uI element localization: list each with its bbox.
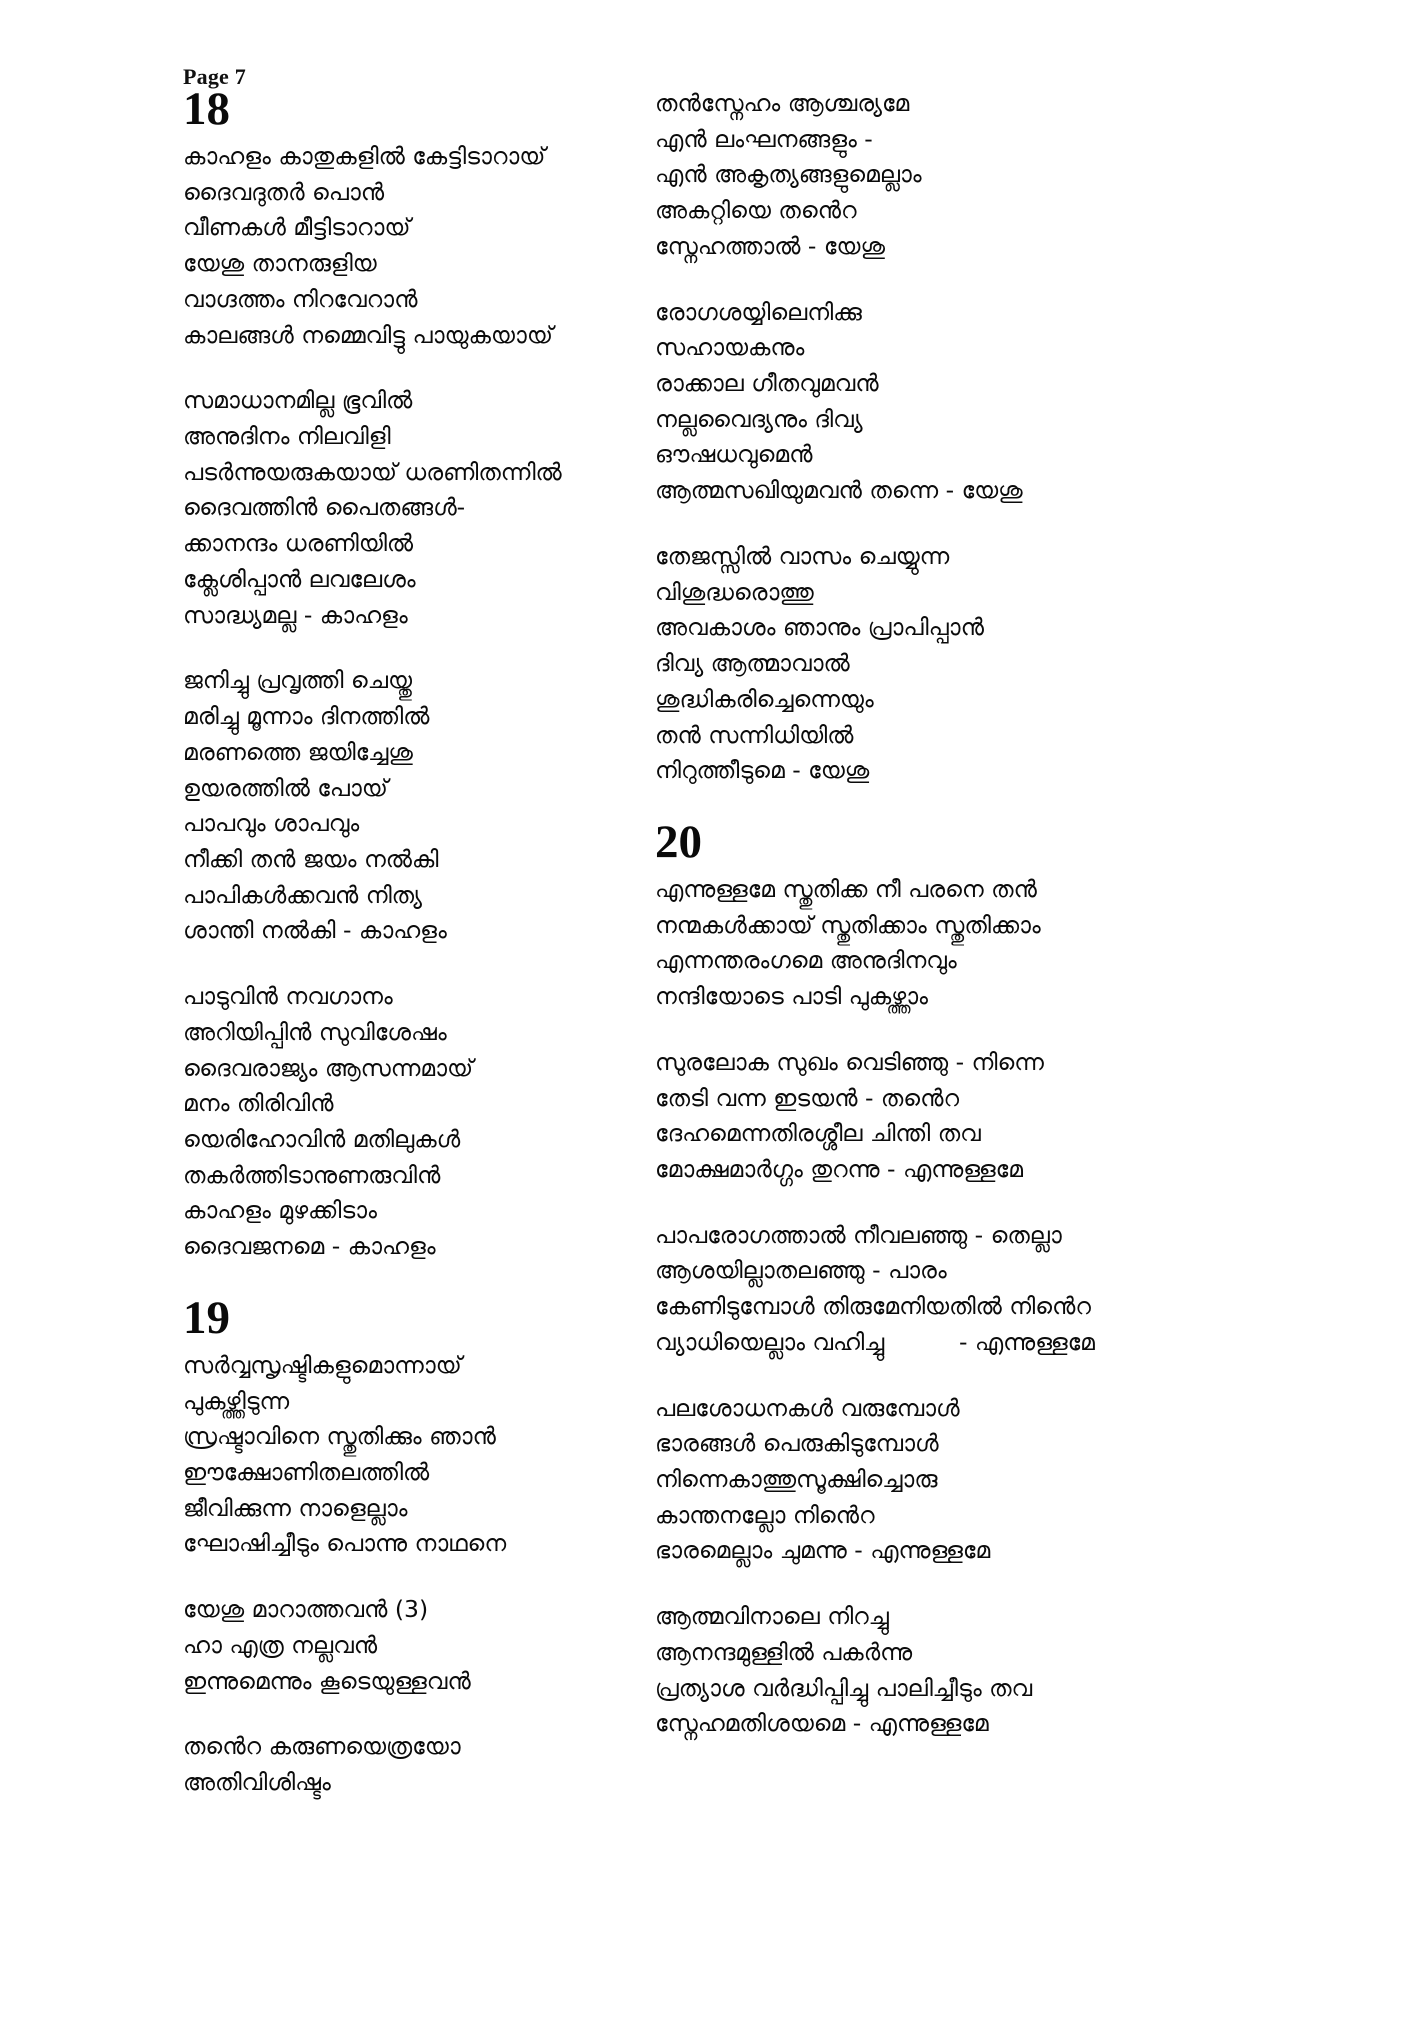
page-label: Page 7 — [183, 64, 246, 89]
hymn-line: ഔഷധവുമെൻ — [655, 440, 813, 469]
hymn-line: വിശുദ്ധരൊത്തു — [655, 577, 814, 606]
hymn-line: ആനന്ദമുള്ളിൽ പകർന്നു — [655, 1637, 913, 1666]
hymn-line: തൻ സന്നിധിയിൽ — [655, 720, 854, 749]
hymn-line: ഈക്ഷോണിതലത്തിൽ — [183, 1458, 430, 1486]
hymn-line: നിന്നെകാത്തുസൂക്ഷിച്ചൊരു — [655, 1465, 938, 1493]
hymn-line: നല്ലവൈദ്യനും ദിവ്യ — [655, 404, 863, 433]
hymn-line: എൻ ലംഘനങ്ങളും - — [655, 124, 873, 153]
hymn-line: ക്കാനന്ദം ധരണിയിൽ — [183, 529, 414, 558]
hymn-line: ദിവ്യ ആത്മാവാൽ — [655, 649, 850, 678]
hymn-number: 19 — [183, 1291, 230, 1344]
stanza — [655, 1391, 1095, 1570]
hymn-line: കാഹളം മുഴക്കിടാം — [183, 1196, 377, 1225]
hymn-line: എൻ അകൃത്യങ്ങളുമെല്ലാം — [655, 160, 922, 189]
stanza — [655, 1218, 1095, 1361]
hymn-line: ദേഹമെന്നതിരശ്ശീല ചിന്തി തവ — [655, 1119, 981, 1148]
hymn-line: മരിച്ചു മൂന്നാം ദിനത്തിൽ — [183, 702, 430, 731]
hymn-line: വ്യാധിയെല്ലാം വഹിച്ചു - എന്നുള്ളമേ — [655, 1327, 1095, 1356]
hymn-line: സ്രഷ്ടാവിനെ സ്തുതിക്കും ഞാൻ — [183, 1422, 496, 1451]
hymn-line: ദൈവദുതർ പൊൻ — [183, 177, 385, 206]
stanza — [183, 1729, 613, 1800]
stanza — [183, 663, 613, 949]
hymn-line: അവകാശം ഞാനും പ്രാപിപ്പാൻ — [655, 613, 984, 642]
hymn-line: തകർത്തിടാനുണരുവിൻ — [183, 1160, 441, 1189]
hymn-number: 18 — [183, 83, 230, 135]
hymn-line: പുകഴ്ത്തിടുന്ന — [183, 1386, 290, 1415]
hymn-line: തൻെറ കരുണയെത്രയോ — [183, 1732, 461, 1761]
stanza — [655, 86, 1095, 265]
hymn-line: മരണത്തെ ജയിച്ചേശു — [183, 737, 413, 766]
left-column — [183, 83, 613, 1801]
hymn-line: കാലങ്ങൾ നമ്മെവിട്ടു പായുകയായ് — [183, 320, 553, 349]
hymn-line: ഹാ എത്ര നല്ലവൻ — [183, 1630, 378, 1659]
hymn-line: പടർന്നുയരുകയായ് ധരണിതന്നിൽ — [183, 457, 562, 486]
hymn-line: ആശയില്ലാതലഞ്ഞു - പാരം — [655, 1256, 947, 1285]
hymn-line: നന്മകൾക്കായ് സ്തുതിക്കാം സ്തുതിക്കാം — [655, 910, 1041, 939]
stanza — [183, 383, 613, 633]
hymn-line: ശുദ്ധികരിച്ചെന്നെയും — [655, 684, 874, 713]
hymn-line: സ്നേഹമതിശയമെ - എന്നുള്ളമേ — [655, 1709, 989, 1738]
hymn-line: നിറുത്തീടുമെ - യേശു — [655, 756, 870, 785]
hymn-line: സാദ്ധ്യമല്ല - കാഹളം — [183, 600, 408, 629]
hymn-line: ഘോഷിച്ചീടും പൊന്നു നാഥനെ — [183, 1529, 507, 1558]
hymn-line: ദൈവജനമെ - കാഹളം — [183, 1232, 436, 1261]
hymn-line: പ്രത്യാശ വർദ്ധിപ്പിച്ചു പാലിച്ചീടും തവ — [655, 1673, 1033, 1702]
hymn-line: ദൈവത്തിൻ പൈതങ്ങൾ- — [183, 493, 466, 522]
hymn-line: സുരലോക സുഖം വെടിഞ്ഞു - നിന്നെ — [655, 1047, 1044, 1076]
hymn-line: അറിയിപ്പിൻ സുവിശേഷം — [183, 1017, 447, 1046]
hymn-line: സർവ്വസൃഷ്ടികളുമൊന്നായ് — [183, 1350, 462, 1379]
hymn-line: ജീവിക്കുന്ന നാളെല്ലാം — [183, 1493, 408, 1522]
hymn-line: രോഗശയ്യിലെനിക്കു — [655, 297, 862, 326]
hymn-line: സമാധാനമില്ല ഭൂവിൽ — [183, 386, 413, 415]
hymn-line: ഉയരത്തിൽ പോയ് — [183, 773, 388, 802]
hymn-number: 20 — [655, 815, 702, 868]
hymn-line: രാക്കാല ഗീതവുമവൻ — [655, 369, 879, 398]
hymn-line: ഇന്നുമെന്നും കൂടെയുള്ളവൻ — [183, 1666, 471, 1695]
hymn-line: കാഹളം കാതുകളിൽ കേട്ടിടാറായ് — [183, 142, 546, 170]
hymn-line: ജനിച്ചു പ്രവൃത്തി ചെയ്തു — [183, 666, 413, 695]
hymn-line: ക്ലേശിപ്പാൻ ലവലേശം — [183, 564, 416, 593]
hymn-line: തൻസ്നേഹം ആശ്ചര്യമേ — [655, 89, 910, 117]
hymn-line: മനം തിരിവിൻ — [183, 1089, 334, 1118]
hymn-line: അനുദിനം നിലവിളി — [183, 422, 391, 451]
hymn-line: ആത്മവിനാലെ നിറച്ചു — [655, 1602, 889, 1631]
stanza — [183, 1348, 613, 1562]
stanza — [655, 539, 1095, 789]
hymn-line: പാപരോഗത്താൽ നീവലഞ്ഞു - തെല്ലാ — [655, 1220, 1062, 1249]
stanza — [655, 1599, 1095, 1742]
hymn-line: കേണിടുമ്പോൾ തിരുമേനിയതിൽ നിൻെറ — [655, 1292, 1091, 1321]
hymn-line: എന്നുള്ളമേ സ്തുതിക്ക നീ പരനെ തൻ — [655, 874, 1037, 903]
hymn-line: യേശു മാറാത്തവൻ (3) — [183, 1595, 429, 1624]
hymn-line: പാപവും ശാപവും — [183, 809, 360, 838]
hymn-line: നന്ദിയോടെ പാടി പുകഴ്ത്താം — [655, 982, 928, 1011]
right-column — [655, 86, 1095, 1742]
hymn-line: തേടി വന്ന ഇടയൻ - തൻെറ — [655, 1083, 960, 1112]
hymn-line: ഭാരമെല്ലാം ചുമന്നു - എന്നുള്ളമേ — [655, 1536, 991, 1565]
hymn-line: വീണകൾ മീട്ടിടാറായ് — [183, 213, 411, 242]
hymn-line: ശാന്തി നൽകി - കാഹളം — [183, 916, 447, 945]
hymn-line: സ്നേഹത്താൽ - യേശു — [655, 231, 885, 260]
hymn-line: പാപികൾക്കവൻ നിത്യ — [183, 880, 422, 909]
hymn-line: മോക്ഷമാർഗ്ഗം തുറന്നു - എന്നുള്ളമേ — [655, 1154, 1023, 1183]
hymn-line: എന്നന്തരംഗമെ അനുദിനവും — [655, 946, 957, 975]
hymn-line: പാടുവിൻ നവഗാനം — [183, 982, 393, 1011]
hymn-line: ദൈവരാജ്യം ആസന്നമായ് — [183, 1053, 474, 1082]
hymn-line: യേശു താനരുളിയ — [183, 249, 377, 278]
hymn-line: നീക്കി തൻ ജയം നൽകി — [183, 844, 439, 873]
stanza — [655, 1045, 1095, 1188]
hymn-line: അകറ്റിയെ തൻെറ — [655, 196, 857, 225]
hymn-line: യെരിഹോവിൻ മതിലുകൾ — [183, 1124, 461, 1153]
stanza — [183, 139, 613, 353]
stanza — [183, 979, 613, 1265]
hymn-line: അതിവിശിഷ്ടം — [183, 1768, 331, 1797]
hymn-line: ആത്മസഖിയുമവൻ തന്നെ - യേശു — [655, 476, 1023, 505]
stanza — [655, 295, 1095, 509]
stanza — [655, 872, 1095, 1015]
hymn-line: ഭാരങ്ങൾ പെരുകിടുമ്പോൾ — [655, 1429, 939, 1458]
hymn-line: വാഗ്ദത്തം നിറവേറാൻ — [183, 284, 418, 313]
hymn-line: തേജസ്സിൽ വാസം ചെയ്യുന്ന — [655, 541, 950, 570]
hymn-line: കാന്തനല്ലോ നിൻെറ — [655, 1500, 875, 1529]
hymn-line: പലശോധനകൾ വരുമ്പോൾ — [655, 1393, 960, 1422]
hymn-line: സഹായകനും — [655, 333, 805, 362]
stanza — [183, 1592, 613, 1699]
